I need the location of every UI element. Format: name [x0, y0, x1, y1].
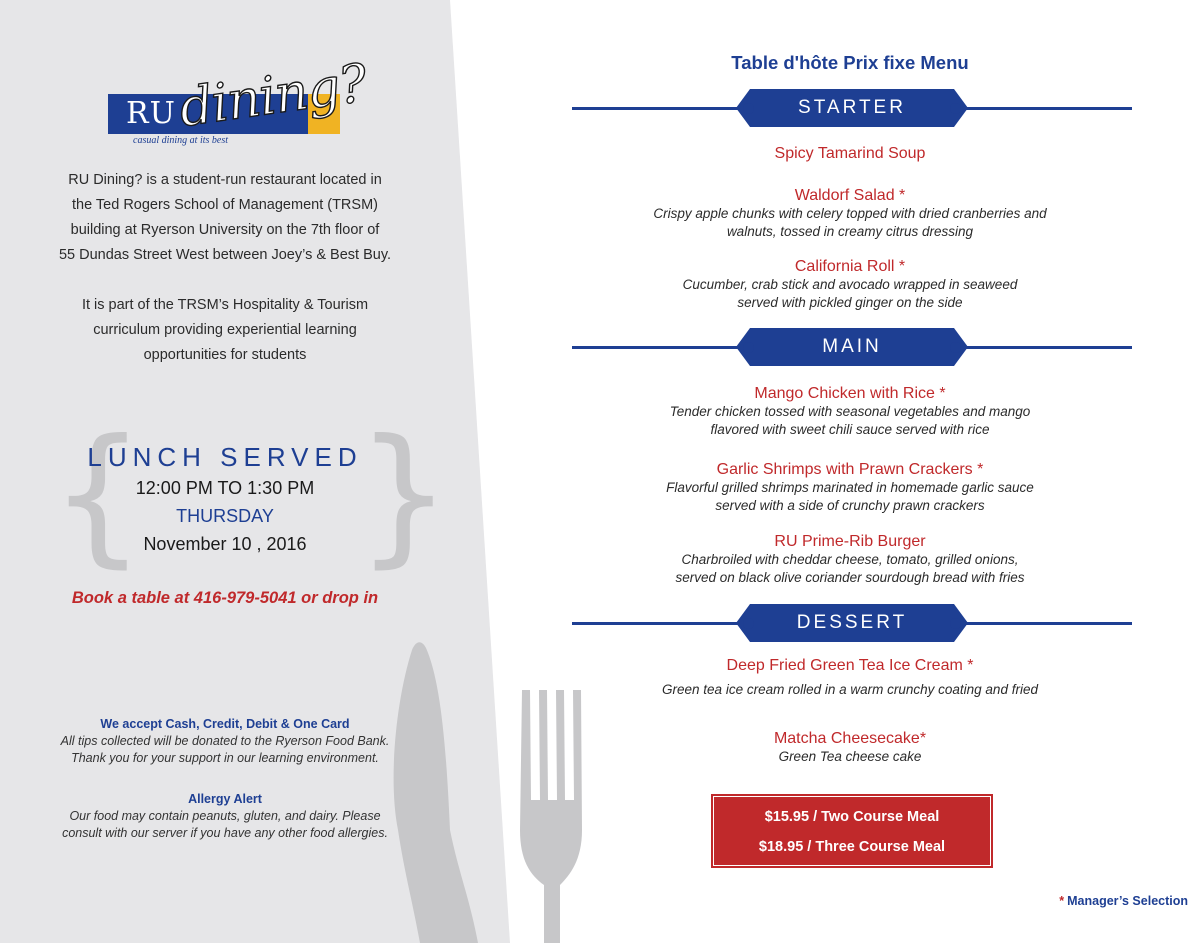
section-band-dessert	[572, 604, 1132, 644]
logo-tagline: casual dining at its best	[133, 135, 228, 146]
item-desc-line: served with pickled ginger on the side	[737, 295, 963, 310]
section-band-starter	[572, 89, 1132, 129]
lunch-title: LUNCH SERVED	[87, 442, 363, 472]
payment-line: All tips collected will be donated to the Ryerson Food Bank.	[60, 734, 390, 748]
menu-item	[600, 657, 1100, 699]
menu-item	[600, 533, 1100, 587]
fork-icon	[520, 690, 582, 943]
item-desc-line: served with a side of crunchy prawn crackers	[715, 498, 985, 513]
item-desc-line: flavored with sweet chili sauce served with rice	[710, 422, 990, 437]
lunch-date: November 10 , 2016	[143, 534, 307, 554]
item-name: RU Prime-Rib Burger	[774, 533, 926, 550]
section-label: STARTER	[798, 97, 906, 118]
item-desc-line: Charbroiled with cheddar cheese, tomato, grilled onions,	[681, 552, 1019, 567]
lunch-day: THURSDAY	[176, 506, 274, 526]
intro-line: building at Ryerson University on the 7th floor of	[70, 222, 380, 238]
menu-item	[600, 385, 1100, 439]
asterisk-icon: *	[1059, 894, 1065, 908]
menu-item	[600, 145, 1100, 163]
allergy-notes	[40, 808, 410, 842]
price-box	[711, 794, 993, 868]
intro-paragraph-2	[40, 293, 410, 368]
allergy-line: consult with our server if you have any other food allergies.	[62, 826, 388, 840]
item-desc-line: Flavorful grilled shrimps marinated in homemade garlic sauce	[666, 480, 1034, 495]
logo-brand: RU	[126, 96, 176, 131]
ru-dining-logo	[108, 53, 370, 165]
manager-selection-label: Manager’s Selection	[1067, 894, 1188, 908]
manager-selection-note	[1059, 894, 1188, 908]
booking-info: Book a table at 416-979-5041 or drop in	[71, 589, 379, 607]
item-desc-line: Green Tea cheese cake	[778, 749, 922, 764]
intro-line: RU Dining? is a student-run restaurant located in	[68, 172, 382, 188]
item-name: Waldorf Salad *	[794, 187, 906, 204]
item-name: California Roll *	[794, 258, 906, 275]
left-brace-icon: {	[50, 408, 146, 582]
section-label: DESSERT	[796, 612, 908, 633]
allergy-line: Our food may contain peanuts, gluten, and dairy. Please	[69, 809, 381, 823]
intro-line: the Ted Rogers School of Management (TRSM)	[72, 197, 378, 213]
menu-title: Table d'hôte Prix fixe Menu	[731, 52, 969, 73]
item-name: Spicy Tamarind Soup	[774, 145, 926, 162]
item-name: Deep Fried Green Tea Ice Cream *	[726, 657, 974, 674]
item-desc-line: Crispy apple chunks with celery topped with dried cranberries and	[653, 206, 1047, 221]
menu-item	[600, 730, 1100, 766]
item-desc-line: Green tea ice cream rolled in a warm crunchy coating and fried	[662, 682, 1038, 697]
payment-heading: We accept Cash, Credit, Debit & One Card	[100, 717, 350, 731]
payment-notes	[40, 733, 410, 767]
item-desc-line: Tender chicken tossed with seasonal vegetables and mango	[669, 404, 1031, 419]
menu-item	[600, 461, 1100, 515]
intro-line: 55 Dundas Street West between Joey’s & Best Buy.	[58, 247, 392, 263]
logo-script: dining?	[175, 53, 370, 139]
allergy-heading: Allergy Alert	[188, 792, 262, 806]
item-name: Garlic Shrimps with Prawn Crackers *	[716, 461, 984, 478]
section-label: MAIN	[822, 336, 882, 357]
item-name: Mango Chicken with Rice *	[754, 385, 946, 402]
item-desc-line: served on black olive coriander sourdough bread with fries	[675, 570, 1025, 585]
lunch-time: 12:00 PM TO 1:30 PM	[135, 478, 315, 498]
menu-item	[600, 258, 1100, 312]
intro-paragraph-1	[40, 168, 410, 268]
intro-line: curriculum providing experiential learning	[93, 322, 357, 338]
intro-line: It is part of the TRSM’s Hospitality & Tourism	[81, 297, 369, 313]
item-desc-line: Cucumber, crab stick and avocado wrapped in seaweed	[682, 277, 1018, 292]
item-name: Matcha Cheesecake*	[773, 730, 927, 747]
menu-item	[600, 187, 1100, 241]
right-brace-icon: }	[356, 408, 452, 582]
item-desc-line: walnuts, tossed in creamy citrus dressing	[726, 224, 974, 239]
intro-line: opportunities for students	[143, 347, 307, 363]
price-three-course: $18.95 / Three Course Meal	[758, 839, 946, 855]
payment-line: Thank you for your support in our learning environment.	[71, 751, 379, 765]
price-two-course: $15.95 / Two Course Meal	[764, 809, 940, 825]
section-band-main	[572, 328, 1132, 368]
